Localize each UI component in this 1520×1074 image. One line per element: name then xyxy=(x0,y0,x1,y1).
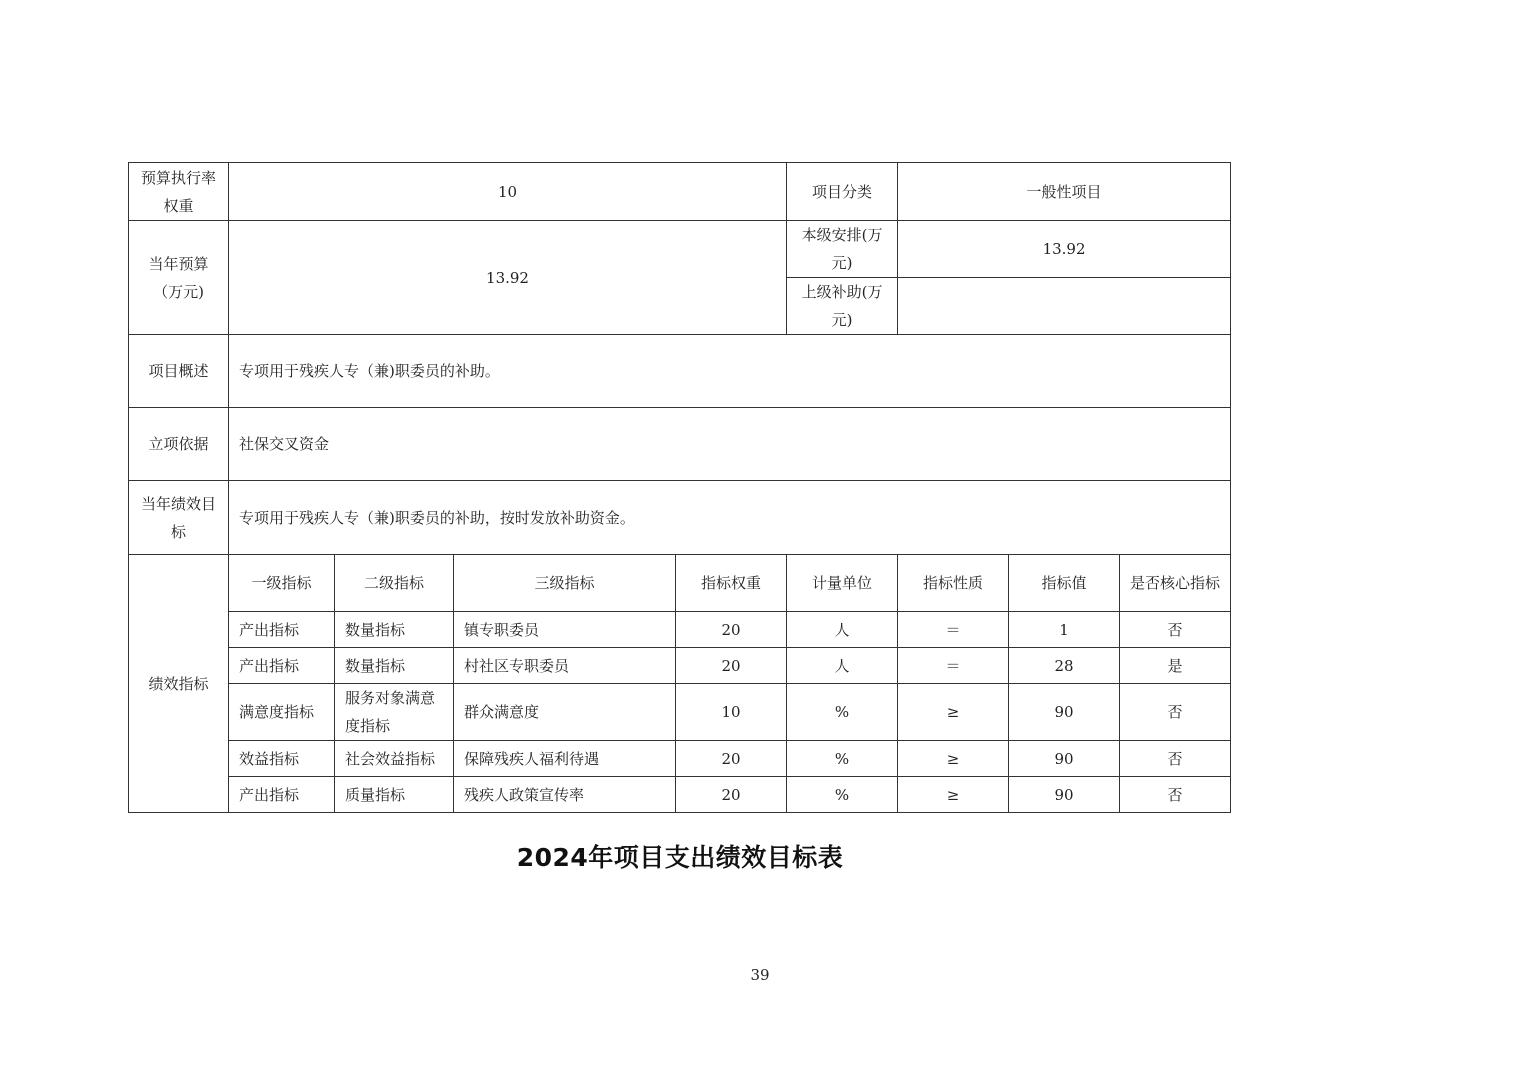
indicator-header-row xyxy=(129,555,1231,612)
core-cell: 否 xyxy=(1120,741,1231,777)
weight-cell: 20 xyxy=(676,648,787,684)
header-cell: 指标性质 xyxy=(898,555,1009,612)
annual-budget-value: 13.92 xyxy=(229,221,787,335)
table-row xyxy=(129,741,1231,777)
level2-cell: 数量指标 xyxy=(335,612,454,648)
nature-cell: ≥ xyxy=(898,684,1009,741)
weight-cell: 10 xyxy=(676,684,787,741)
weight-cell: 20 xyxy=(676,741,787,777)
table-row xyxy=(129,777,1231,813)
value-cell: 1 xyxy=(1009,612,1120,648)
superior-subsidy-value xyxy=(898,278,1231,335)
overview-label: 项目概述 xyxy=(129,335,229,408)
header-cell: 是否核心指标 xyxy=(1120,555,1231,612)
basis-row xyxy=(129,408,1231,481)
value-cell: 90 xyxy=(1009,741,1120,777)
table-row xyxy=(129,612,1231,648)
level2-cell: 社会效益指标 xyxy=(335,741,454,777)
unit-cell: % xyxy=(787,684,898,741)
category-label: 项目分类 xyxy=(787,163,898,221)
page-number: 39 xyxy=(750,966,770,984)
level3-cell: 残疾人政策宣传率 xyxy=(454,777,676,813)
unit-cell: 人 xyxy=(787,612,898,648)
level1-cell: 产出指标 xyxy=(229,612,335,648)
indicators-label: 绩效指标 xyxy=(129,555,229,813)
nature-cell: ≥ xyxy=(898,741,1009,777)
level1-cell: 效益指标 xyxy=(229,741,335,777)
core-cell: 是 xyxy=(1120,648,1231,684)
nature-cell: ＝ xyxy=(898,612,1009,648)
level2-cell: 服务对象满意度指标 xyxy=(335,684,454,741)
goal-value: 专项用于残疾人专（兼)职委员的补助，按时发放补助资金。 xyxy=(229,481,1231,555)
category-value: 一般性项目 xyxy=(898,163,1231,221)
nature-cell: ≥ xyxy=(898,777,1009,813)
local-allocation-label: 本级安排(万元) xyxy=(787,221,898,278)
core-cell: 否 xyxy=(1120,684,1231,741)
overview-row xyxy=(129,335,1231,408)
level3-cell: 群众满意度 xyxy=(454,684,676,741)
level1-cell: 产出指标 xyxy=(229,648,335,684)
value-cell: 28 xyxy=(1009,648,1120,684)
table-row xyxy=(129,648,1231,684)
header-cell: 指标权重 xyxy=(676,555,787,612)
superior-subsidy-label: 上级补助(万元) xyxy=(787,278,898,335)
header-cell: 三级指标 xyxy=(454,555,676,612)
unit-cell: 人 xyxy=(787,648,898,684)
header-cell: 计量单位 xyxy=(787,555,898,612)
header-cell: 二级指标 xyxy=(335,555,454,612)
level3-cell: 保障残疾人福利待遇 xyxy=(454,741,676,777)
annual-budget-row xyxy=(129,221,1231,278)
header-cell: 一级指标 xyxy=(229,555,335,612)
annual-budget-label: 当年预算（万元) xyxy=(129,221,229,335)
budget-exec-weight-value: 10 xyxy=(229,163,787,221)
goal-row xyxy=(129,481,1231,555)
level1-cell: 产出指标 xyxy=(229,777,335,813)
value-cell: 90 xyxy=(1009,777,1120,813)
goal-label: 当年绩效目标 xyxy=(129,481,229,555)
weight-cell: 20 xyxy=(676,777,787,813)
level3-cell: 镇专职委员 xyxy=(454,612,676,648)
budget-weight-row xyxy=(129,163,1231,221)
core-cell: 否 xyxy=(1120,612,1231,648)
level2-cell: 质量指标 xyxy=(335,777,454,813)
weight-cell: 20 xyxy=(676,612,787,648)
local-allocation-value: 13.92 xyxy=(898,221,1231,278)
budget-exec-weight-label: 预算执行率权重 xyxy=(129,163,229,221)
basis-value: 社保交叉资金 xyxy=(229,408,1231,481)
overview-value: 专项用于残疾人专（兼)职委员的补助。 xyxy=(229,335,1231,408)
performance-table xyxy=(128,162,1231,813)
level2-cell: 数量指标 xyxy=(335,648,454,684)
table-row xyxy=(129,684,1231,741)
value-cell: 90 xyxy=(1009,684,1120,741)
header-cell: 指标值 xyxy=(1009,555,1120,612)
page-title: 2024年项目支出绩效目标表 xyxy=(516,843,844,872)
unit-cell: % xyxy=(787,741,898,777)
basis-label: 立项依据 xyxy=(129,408,229,481)
nature-cell: ＝ xyxy=(898,648,1009,684)
level1-cell: 满意度指标 xyxy=(229,684,335,741)
level3-cell: 村社区专职委员 xyxy=(454,648,676,684)
unit-cell: % xyxy=(787,777,898,813)
core-cell: 否 xyxy=(1120,777,1231,813)
